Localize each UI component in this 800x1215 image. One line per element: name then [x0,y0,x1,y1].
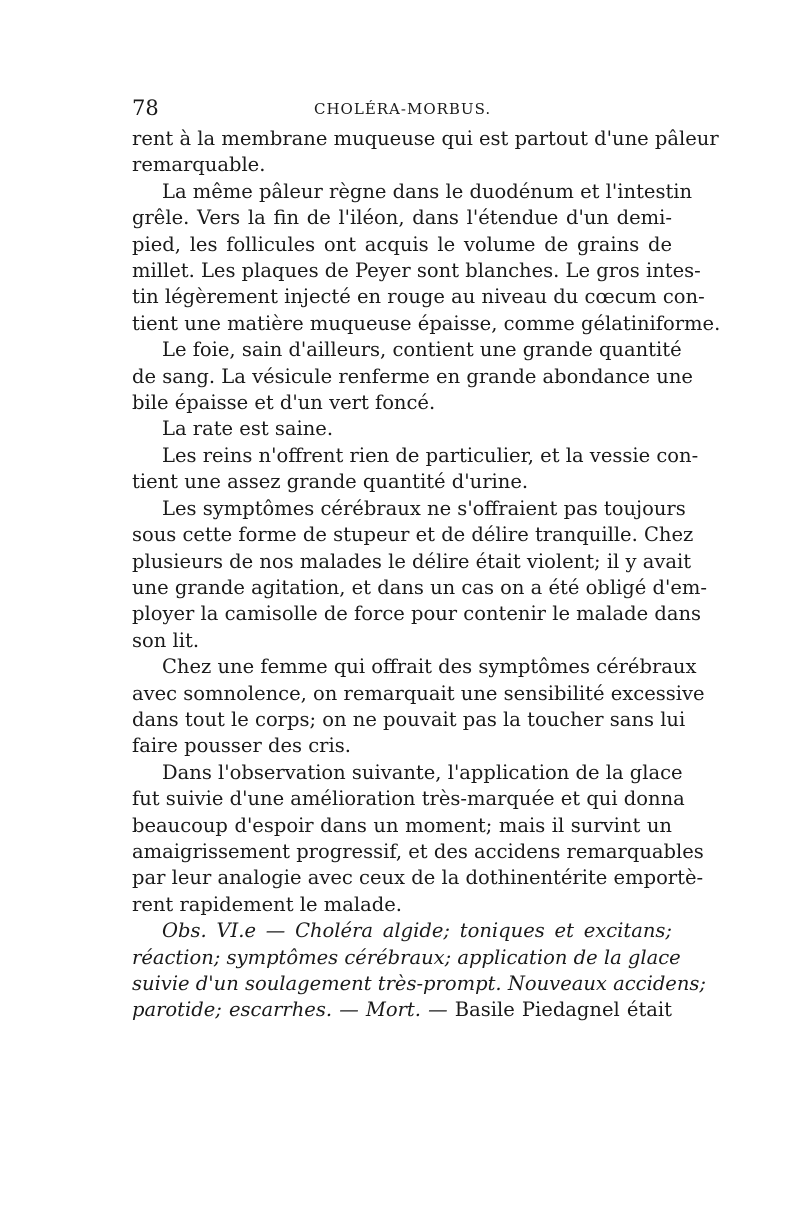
observation-roman-start: Basile Piedagnel était [447,998,672,1022]
text-line: suivie d'un soulagement très-prompt. Nouveaux accidens; [132,972,706,995]
text-line: de sang. La vésicule renferme en grande abondance une [132,364,693,388]
book-page [132,92,721,1024]
text-line: sous cette forme de stupeur et de délire tranquille. Chez [132,523,694,547]
body-text [132,126,721,1024]
text-line: dans tout le corps; on ne pouvait pas la toucher sans lui [132,707,686,731]
text-line: Obs. VI.e — Choléra algide; toniques et excitans; [162,919,672,943]
paragraph [132,654,705,760]
text-line: beaucoup d'espoir dans un moment; mais il survint un [132,813,672,837]
text-line: pied, les follicules ont acquis le volume de grains de [132,232,672,256]
text-line: La rate est saine. [162,417,334,441]
text-line: Les reins n'offrent rien de particulier, et la vessie con- [162,443,699,467]
text-line: Le foie, sain d'ailleurs, contient une grande quantité [162,338,682,362]
text-line: faire pousser des cris. [132,734,351,758]
text-line: millet. Les plaques de Peyer sont blanches. Le gros intes- [132,259,701,283]
text-line: plusieurs de nos malades le délire était violent; il y avait [132,549,692,573]
text-line: Chez une femme qui offrait des symptômes cérébraux [162,655,697,679]
text-line [132,997,672,1023]
paragraph [132,496,707,654]
text-line: tient une matière muqueuse épaisse, comme gélatiniforme. [132,311,721,335]
text-line: son lit. [132,628,200,652]
observation-italic-end: parotide; escarrhes. — Mort. — [132,998,448,1022]
page-number: 78 [132,96,159,120]
page-header [132,92,672,126]
text-line: fut suivie d'une amélioration très-marquée et qui donna [132,787,685,811]
paragraph [132,337,693,416]
text-line: par leur analogie avec ceux de la dothinentérite emportè- [132,866,704,890]
text-line: remarquable. [132,153,266,177]
paragraph [132,760,704,918]
text-line: une grande agitation, et dans un cas on a été obligé d'em- [132,575,707,599]
text-line: rent rapidement le malade. [132,892,402,916]
text-line: amaigrissement progressif, et des accidens remarquables [132,839,704,863]
text-line: tient une assez grande quantité d'urine. [132,470,529,494]
paragraph [132,179,721,337]
running-title: CHOLÉRA-MORBUS. [314,100,492,118]
text-line: Dans l'observation suivante, l'application de la glace [162,760,683,784]
text-line: réaction; symptômes cérébraux; application de la glace [132,945,681,969]
paragraph [132,416,672,442]
text-line: Les symptômes cérébraux ne s'offraient pas toujours [162,496,686,520]
text-line: ployer la camisolle de force pour contenir le malade dans [132,602,702,626]
paragraph [132,126,719,179]
text-line: grêle. Vers la fin de l'iléon, dans l'étendue d'un demi- [132,206,672,230]
text-line: tin légèrement injecté en rouge au niveau du cœcum con- [132,285,705,309]
text-line: avec somnolence, on remarquait une sensibilité excessive [132,681,705,705]
text-line: La même pâleur règne dans le duodénum et l'intestin [162,179,693,203]
text-line: rent à la membrane muqueuse qui est partout d'une pâleur [132,127,719,150]
observation-heading [132,918,706,1024]
paragraph [132,443,699,496]
text-line: bile épaisse et d'un vert foncé. [132,391,436,415]
